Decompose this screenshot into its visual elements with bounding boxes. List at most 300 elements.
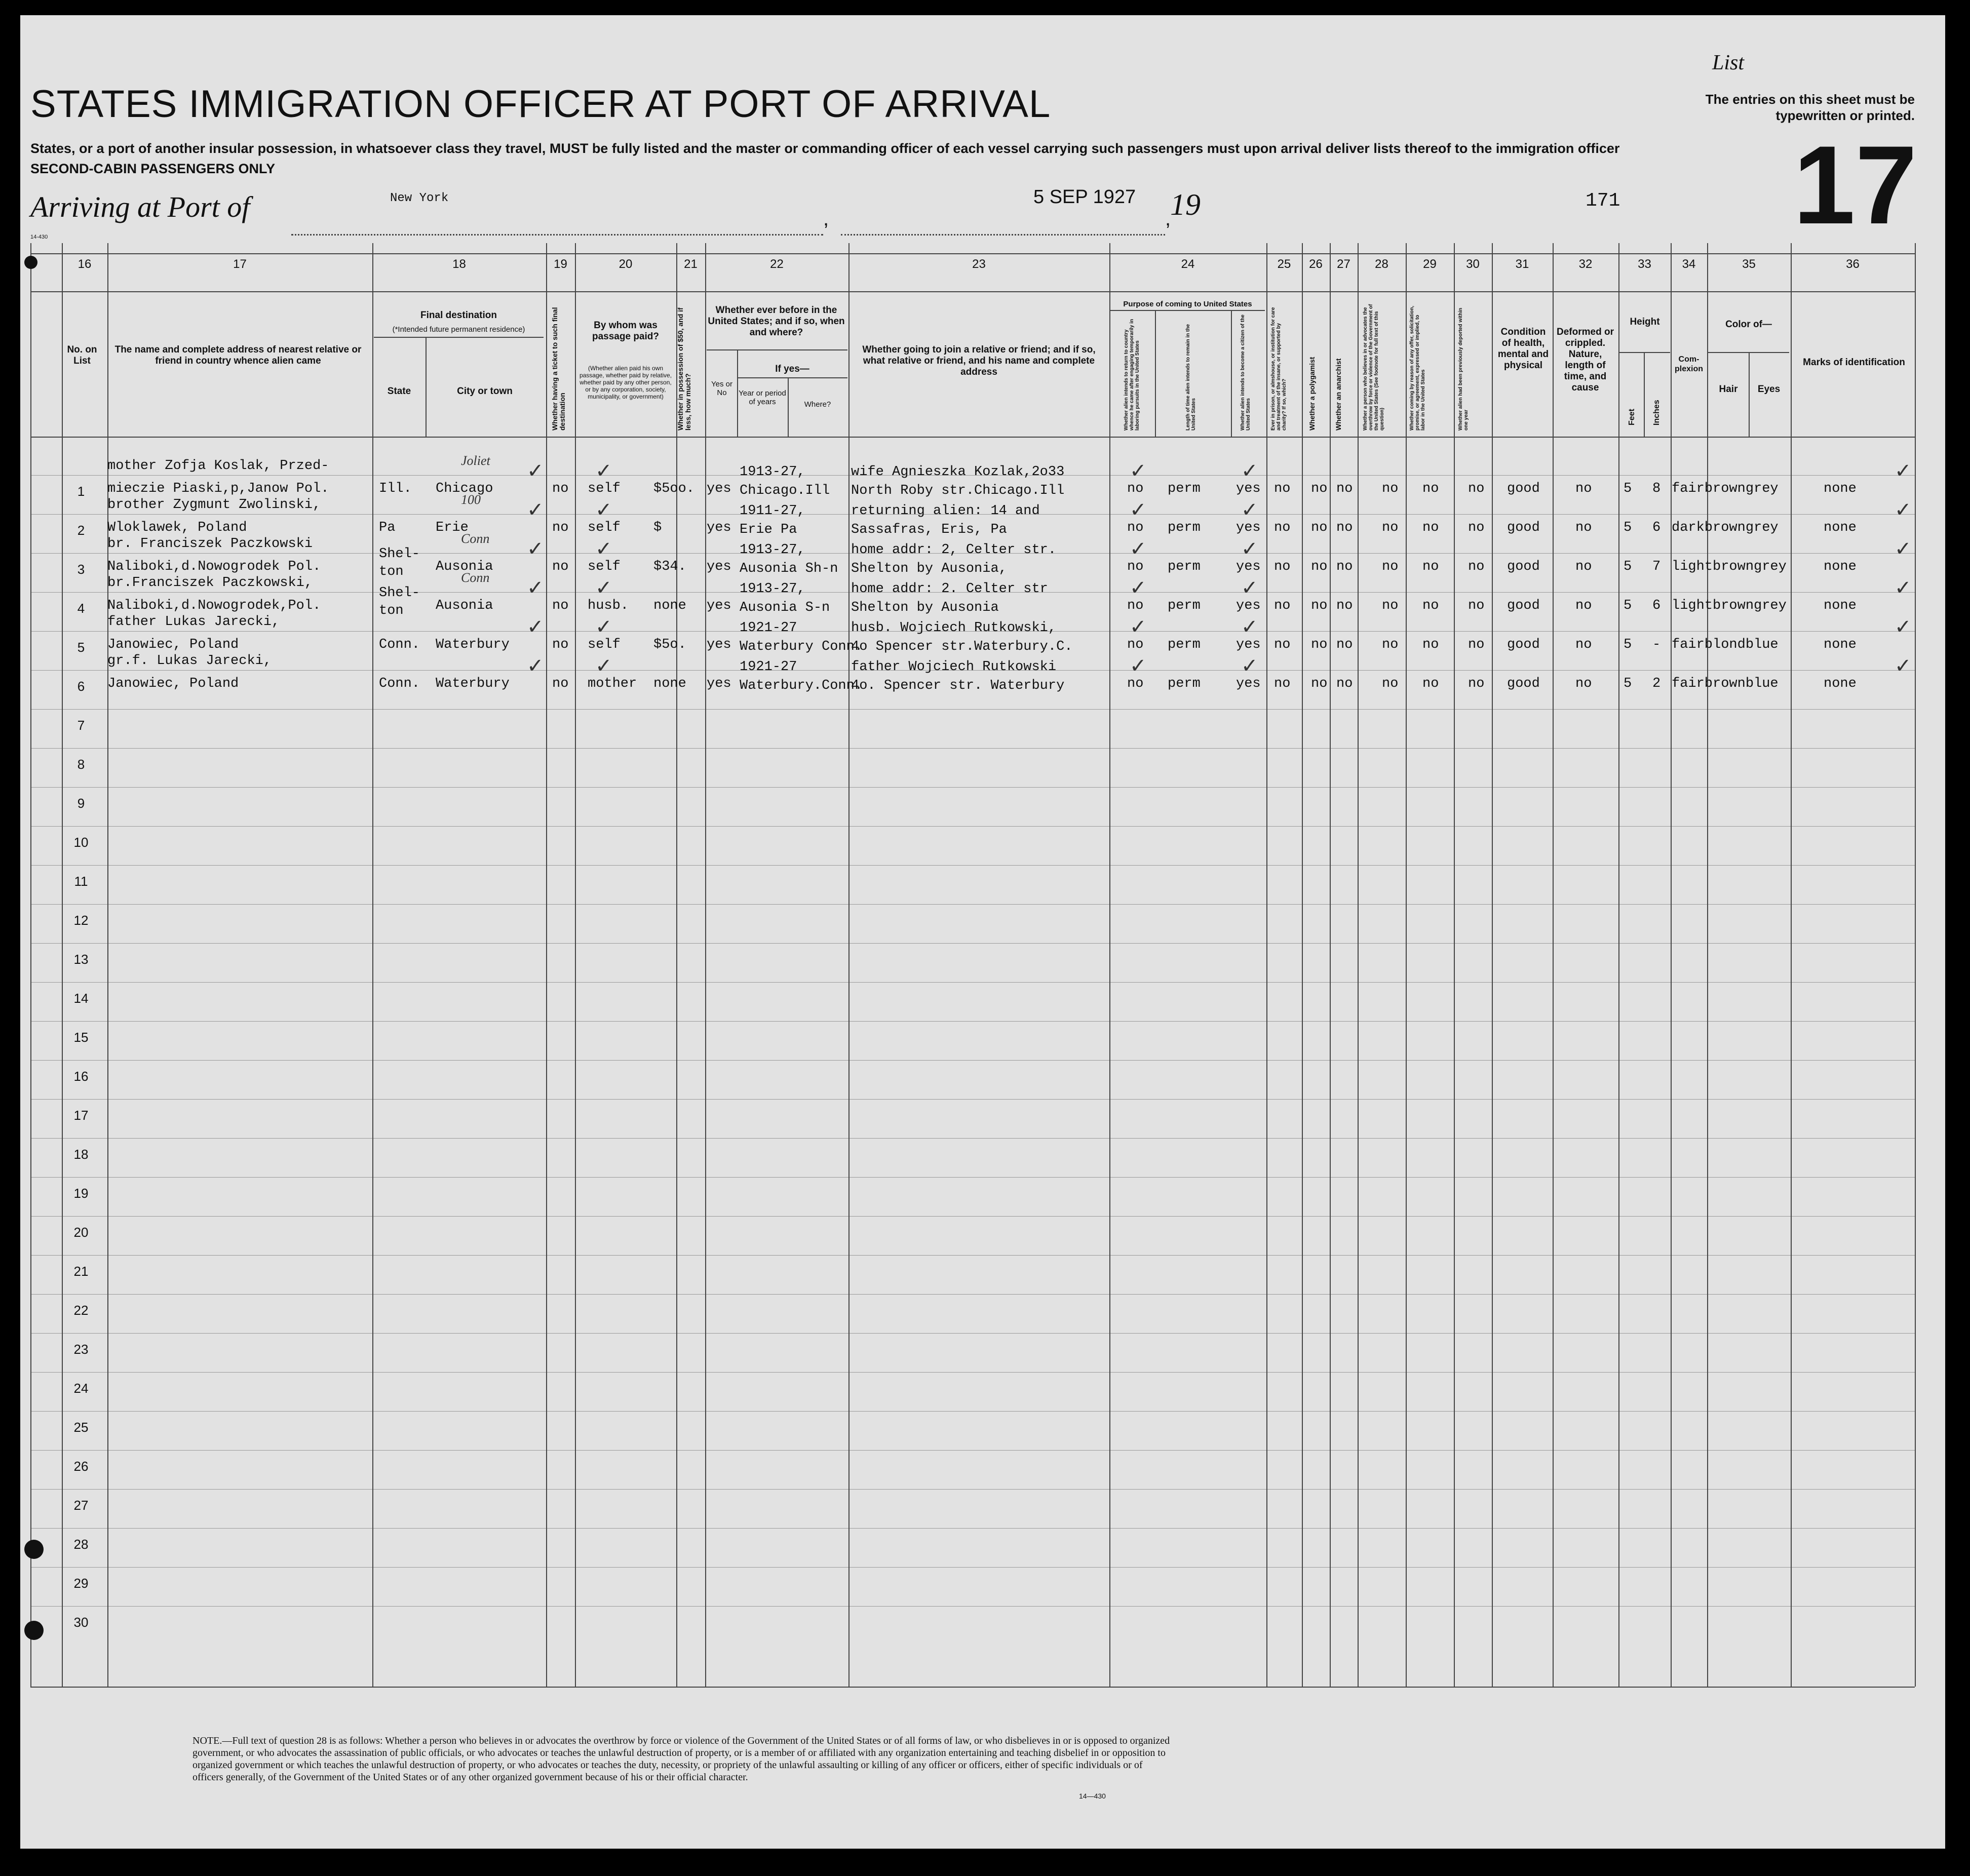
row-number: 4 — [77, 601, 85, 616]
row-line — [30, 904, 1915, 905]
check-mark: ✓ — [595, 459, 612, 483]
relative-line-2: mieczie Piaski,p,Janow Pol. — [107, 481, 329, 496]
money-value: $5o. — [653, 637, 686, 652]
header-height: Height — [1630, 317, 1660, 327]
q30-value: no — [1468, 520, 1485, 535]
column-number: 21 — [684, 257, 698, 271]
sheet-number: 17 — [1793, 123, 1917, 247]
check-mark: ✓ — [1130, 615, 1147, 639]
passage-value: husb. — [588, 598, 629, 613]
column-line — [1266, 243, 1267, 1687]
state-value-2: ton — [379, 564, 404, 579]
check-mark: ✓ — [527, 654, 544, 678]
money-value: $5oo. — [653, 481, 695, 496]
complexion-hair-eyes: fairbrownblue — [1672, 676, 1779, 691]
polygamist-value: no — [1311, 598, 1328, 613]
money-value: $34. — [653, 559, 686, 574]
column-line — [1454, 243, 1455, 1687]
check-mark: ✓ — [595, 537, 612, 561]
height-feet: 5 — [1624, 559, 1632, 574]
class-line: SECOND-CABIN PASSENGERS ONLY — [30, 161, 276, 176]
handwritten-note: Joliet — [461, 453, 490, 468]
q29-value: no — [1422, 598, 1439, 613]
ticket-value: no — [552, 520, 569, 535]
before-years: 1921-27 — [740, 659, 797, 675]
polygamist-value: no — [1311, 637, 1328, 652]
column-number: 26 — [1309, 257, 1323, 271]
ticket-value: no — [552, 637, 569, 652]
polygamist-value: no — [1311, 559, 1328, 574]
check-mark: ✓ — [1895, 654, 1912, 678]
before-yes-no: yes — [707, 637, 731, 652]
row-line — [30, 709, 1915, 710]
city-value: Erie — [436, 520, 469, 535]
column-line — [1109, 243, 1110, 1687]
row-line — [30, 982, 1915, 983]
complexion-hair-eyes: darkbrowngrey — [1672, 520, 1779, 535]
prison-value: no — [1274, 520, 1291, 535]
relative-line-2: Naliboki,d.Nowogrodek,Pol. — [107, 598, 321, 613]
ticket-value: no — [552, 676, 569, 691]
city-value: Waterbury — [436, 676, 510, 691]
row-line — [30, 1450, 1915, 1451]
row-line — [30, 1567, 1915, 1568]
money-value: none — [653, 598, 686, 613]
joining-line-1: father Wojciech Rutkowski — [851, 659, 1057, 675]
column-number: 25 — [1277, 257, 1291, 271]
column-line — [1707, 243, 1708, 1687]
list-page-number: 171 — [1586, 190, 1620, 212]
header-if-yes: If yes— — [775, 364, 809, 374]
marks-value: none — [1824, 637, 1857, 652]
row-line — [30, 1606, 1915, 1607]
header-ticket: Whether having a ticket to such final destination — [551, 307, 566, 431]
deformed-value: no — [1575, 520, 1592, 535]
city-value: Ausonia — [436, 598, 493, 613]
q28-value: no — [1382, 676, 1399, 691]
health-value: good — [1507, 520, 1540, 535]
grid-line — [30, 1687, 1915, 1688]
relative-line-1: father Lukas Jarecki, — [107, 614, 280, 630]
purpose-length: perm — [1168, 520, 1201, 535]
state-value: Shel- — [379, 546, 420, 562]
purpose-length: perm — [1168, 676, 1201, 691]
prison-value: no — [1274, 481, 1291, 496]
check-mark: ✓ — [1241, 537, 1258, 561]
joining-line-1: wife Agnieszka Kozlak,2o33 — [851, 464, 1065, 480]
anarchist-value: no — [1336, 598, 1353, 613]
check-mark: ✓ — [1895, 537, 1912, 561]
health-value: good — [1507, 559, 1540, 574]
row-line — [30, 787, 1915, 788]
joining-line-2: Sassafras, Eris, Pa — [851, 522, 1007, 537]
check-mark: ✓ — [1130, 576, 1147, 600]
check-mark: ✓ — [1895, 615, 1912, 639]
column-line — [1330, 243, 1331, 1687]
row-line — [30, 1060, 1915, 1061]
anarchist-value: no — [1336, 676, 1353, 691]
punch-hole — [24, 1621, 44, 1640]
column-number: 18 — [452, 257, 466, 271]
q29-value: no — [1422, 481, 1439, 496]
port-dotted-line — [291, 234, 823, 236]
row-number: 22 — [73, 1303, 89, 1318]
handwritten-note: Conn — [461, 570, 490, 585]
header-inches: Inches — [1652, 400, 1661, 425]
column-number: 17 — [233, 257, 247, 271]
anarchist-value: no — [1336, 637, 1353, 652]
row-line — [30, 1489, 1915, 1490]
header-anarchist: Whether an anarchist — [1334, 358, 1342, 431]
header-marks: Marks of identification — [1803, 357, 1905, 368]
before-years: 1913-27, — [740, 581, 805, 597]
row-number: 12 — [73, 913, 89, 928]
row-line — [30, 1099, 1915, 1100]
column-line — [1302, 243, 1303, 1687]
before-where: Waterbury Conn. — [740, 639, 863, 654]
column-number: 28 — [1375, 257, 1388, 271]
q28-value: no — [1382, 637, 1399, 652]
row-number: 23 — [73, 1342, 89, 1357]
relative-line-1: br.Franciszek Paczkowski, — [107, 575, 313, 591]
header-prison: Ever in prison, or almshouse, or institution for care and treatment of the insane, or supported by charity? If so, which? — [1270, 307, 1287, 431]
complexion-hair-eyes: fairbrowngrey — [1672, 481, 1779, 496]
purpose-return: no — [1127, 637, 1144, 652]
row-number: 20 — [73, 1225, 89, 1240]
marks-value: none — [1824, 520, 1857, 535]
complexion-hair-eyes: lightbrowngrey — [1672, 598, 1787, 613]
header-where: Where? — [804, 400, 831, 409]
passage-value: mother — [588, 676, 637, 691]
column-number: 36 — [1846, 257, 1860, 271]
purpose-citizen: yes — [1236, 676, 1261, 691]
row-number: 2 — [77, 523, 85, 538]
before-yes-no: yes — [707, 676, 731, 691]
polygamist-value: no — [1311, 676, 1328, 691]
complexion-hair-eyes: fairblondblue — [1672, 637, 1779, 652]
height-feet: 5 — [1624, 637, 1632, 652]
header-hair: Hair — [1719, 384, 1738, 395]
header-no-on-list: No. on List — [67, 344, 97, 366]
before-where: Waterbury.Conn. — [740, 678, 863, 693]
check-mark: ✓ — [1241, 576, 1258, 600]
header-state: State — [387, 386, 411, 397]
prison-value: no — [1274, 637, 1291, 652]
header-purpose-c: Whether alien intends to become a citizen of the United States — [1240, 315, 1251, 431]
joining-line-1: home addr: 2. Celter str — [851, 581, 1048, 597]
column-number: 33 — [1638, 257, 1651, 271]
q28-value: no — [1382, 559, 1399, 574]
purpose-return: no — [1127, 481, 1144, 496]
check-mark: ✓ — [527, 537, 544, 561]
height-feet: 5 — [1624, 598, 1632, 613]
purpose-length: perm — [1168, 637, 1201, 652]
column-number: 20 — [619, 257, 633, 271]
row-number: 6 — [77, 679, 85, 694]
row-number: 29 — [73, 1576, 89, 1591]
row-line — [30, 1372, 1915, 1373]
city-value: Ausonia — [436, 559, 493, 574]
health-value: good — [1507, 481, 1540, 496]
date-dotted-line — [841, 234, 1165, 236]
row-number: 28 — [73, 1537, 89, 1552]
column-line — [575, 243, 576, 1687]
entries-note: The entries on this sheet must be typewritten or printed. — [1705, 92, 1915, 123]
check-mark: ✓ — [1895, 498, 1912, 522]
check-mark: ✓ — [595, 576, 612, 600]
column-number: 31 — [1515, 257, 1529, 271]
purpose-length: perm — [1168, 481, 1201, 496]
relative-line-2: Janowiec, Poland — [107, 676, 239, 691]
before-years: 1913-27, — [740, 542, 805, 558]
header-passage-sub: (Whether alien paid his own passage, whether paid by relative, whether paid by any other person, or by any corporation, society, municipality, or government) — [579, 365, 672, 400]
row-number: 27 — [73, 1498, 89, 1513]
q30-value: no — [1468, 481, 1485, 496]
height-inches: 7 — [1652, 559, 1661, 574]
state-value: Ill. — [379, 481, 412, 496]
health-value: good — [1507, 637, 1540, 652]
column-line — [1406, 243, 1407, 1687]
column-line — [546, 243, 547, 1687]
grid-line — [30, 291, 1915, 292]
purpose-citizen: yes — [1236, 559, 1261, 574]
marks-value: none — [1824, 559, 1857, 574]
column-number: 32 — [1578, 257, 1593, 271]
header-final-destination-sub: (*Intended future permanent residence) — [392, 325, 525, 334]
joining-line-2: 4o. Spencer str. Waterbury — [851, 678, 1065, 693]
column-number: 23 — [972, 257, 986, 271]
q29-value: no — [1422, 520, 1439, 535]
row-line — [30, 1294, 1915, 1295]
column-line — [1791, 243, 1792, 1687]
purpose-length: perm — [1168, 559, 1201, 574]
port-value: New York — [390, 191, 449, 205]
column-number: 34 — [1682, 257, 1696, 271]
row-line — [30, 1255, 1915, 1256]
state-value: Conn. — [379, 676, 420, 691]
relative-line-1: brother Zygmunt Zwolinski, — [107, 497, 321, 513]
row-number: 11 — [74, 874, 88, 889]
row-line — [30, 1528, 1915, 1529]
height-inches: 6 — [1652, 520, 1661, 535]
anarchist-value: no — [1336, 481, 1353, 496]
row-line — [30, 1021, 1915, 1022]
column-line — [1492, 243, 1493, 1687]
column-line — [705, 243, 706, 1687]
row-number: 9 — [77, 796, 85, 811]
column-line — [1618, 243, 1619, 1687]
check-mark: ✓ — [1241, 615, 1258, 639]
check-mark: ✓ — [1895, 459, 1912, 483]
header-relative: The name and complete address of nearest relative or friend in country whence alien came — [114, 344, 362, 366]
row-number: 21 — [73, 1264, 89, 1279]
before-where: Ausonia Sh-n — [740, 561, 838, 576]
relative-line-1: gr.f. Lukas Jarecki, — [107, 653, 272, 669]
column-line — [848, 243, 849, 1687]
handwritten-note: Conn — [461, 531, 490, 546]
row-number: 26 — [73, 1459, 89, 1474]
complexion-hair-eyes: lightbrowngrey — [1672, 559, 1787, 574]
before-years: 1911-27, — [740, 503, 805, 519]
deformed-value: no — [1575, 676, 1592, 691]
arriving-label: Arriving at Port of — [30, 190, 250, 223]
anarchist-value: no — [1336, 520, 1353, 535]
height-feet: 5 — [1624, 520, 1632, 535]
joining-line-2: Shelton by Ausonia, — [851, 561, 1007, 576]
purpose-return: no — [1127, 676, 1144, 691]
row-number: 10 — [73, 835, 89, 850]
relative-line-2: Wloklawek, Poland — [107, 520, 247, 535]
header-purpose-a: Whether alien intends to return to country whence he came after engaging temporarily in laboring pursuits in the United States — [1124, 319, 1140, 431]
column-line — [1553, 243, 1554, 1687]
row-number: 24 — [73, 1381, 89, 1396]
header-passage: By whom was passage paid? — [592, 320, 659, 342]
before-years: 1913-27, — [740, 464, 805, 480]
header-purpose-b: Length of time alien intends to remain in the United States — [1185, 324, 1196, 431]
polygamist-value: no — [1311, 481, 1328, 496]
column-line — [30, 243, 31, 1687]
header-q30: Whether alien had been previously deported within one year — [1458, 307, 1469, 431]
check-mark: ✓ — [1241, 459, 1258, 483]
row-number: 15 — [73, 1030, 89, 1045]
row-line — [30, 943, 1915, 944]
joining-line-2: 4o Spencer str.Waterbury.C. — [851, 639, 1073, 654]
row-number: 17 — [73, 1108, 89, 1123]
q28-value: no — [1382, 598, 1399, 613]
header-polygamist: Whether a polygamist — [1308, 357, 1316, 431]
height-inches: 8 — [1652, 481, 1661, 496]
header-complexion: Com-plexion — [1674, 355, 1703, 373]
height-feet: 5 — [1624, 481, 1632, 496]
check-mark: ✓ — [1241, 498, 1258, 522]
preamble-text: States, or a port of another insular possession, in whatsoever class they travel, MUST be fully listed and the master or commanding officer of each vessel carrying such passengers must upon arrival deliver lists thereof to the immigration officer — [30, 141, 1620, 156]
q29-value: no — [1422, 676, 1439, 691]
footnote: NOTE.—Full text of question 28 is as follows: Whether a person who believes in or advocates the overthrow by force or violence of the Government of the United States or of all forms of law, or who disbelieves in or is opposed to organized government, or who advocates the assassination of public officials, or who advocates or teaches the unlawful destruction of property, or is a member of or affiliated with any organization entertaining and teaching disbelief in or opposition to organized government or which teaches the unlawful destruction of property, or who advocates or teaches the duty, necessity, or propriety of the unlawful assaulting or killing of any officer or officers, either of specific individuals or of officers generally, of the Government of the United States or of any other organized government because of his or their official character. — [192, 1735, 1170, 1783]
column-line — [1358, 243, 1359, 1687]
header-year-period: Year or period of years — [739, 389, 786, 406]
header-joining: Whether going to join a relative or friend; and if so, what relative or friend, and his name and complete address — [862, 344, 1096, 377]
relative-line-1: br. Franciszek Paczkowski — [107, 536, 313, 552]
state-value-2: ton — [379, 603, 404, 618]
purpose-citizen: yes — [1236, 598, 1261, 613]
q28-value: no — [1382, 520, 1399, 535]
deformed-value: no — [1575, 637, 1592, 652]
row-line — [30, 748, 1915, 749]
row-number: 16 — [73, 1069, 89, 1084]
column-number: 19 — [554, 257, 567, 271]
state-value: Shel- — [379, 585, 420, 601]
check-mark: ✓ — [595, 498, 612, 522]
header-q29: Whether coming by reason of any offer, solicitation, promise, or agreement, expressed or implied, to labor in the United States — [1409, 305, 1426, 431]
date-stamp: 5 SEP 1927 — [1033, 186, 1136, 208]
check-mark: ✓ — [527, 576, 544, 600]
height-inches: 2 — [1652, 676, 1661, 691]
health-value: good — [1507, 676, 1540, 691]
row-number: 25 — [73, 1420, 89, 1435]
header-q28: Whether a person who believes in or advocates the overthrow by force or violence of the Government of the United States (See footnote for full text of this question) — [1363, 304, 1385, 431]
row-number: 5 — [77, 640, 85, 655]
anarchist-value: no — [1336, 559, 1353, 574]
health-value: good — [1507, 598, 1540, 613]
check-mark: ✓ — [1130, 537, 1147, 561]
row-line — [30, 1411, 1915, 1412]
header-health: Condition of health, mental and physical — [1497, 327, 1549, 371]
check-mark: ✓ — [1241, 654, 1258, 678]
joining-line-2: North Roby str.Chicago.Ill — [851, 483, 1065, 498]
column-line — [1915, 243, 1916, 1687]
year-prefix: 19 — [1170, 188, 1201, 221]
city-value: Chicago — [436, 481, 493, 496]
marks-value: none — [1824, 598, 1857, 613]
row-line — [30, 1333, 1915, 1334]
purpose-length: perm — [1168, 598, 1201, 613]
relative-line-2: Naliboki,d.Nowogrodek Pol. — [107, 559, 321, 574]
column-number: 24 — [1181, 257, 1195, 271]
row-number: 1 — [77, 484, 85, 499]
row-number: 30 — [73, 1615, 89, 1630]
header-before: Whether ever before in the United States; and if so, when and where? — [708, 305, 845, 338]
row-number: 13 — [73, 952, 89, 967]
joining-line-2: Shelton by Ausonia — [851, 600, 999, 615]
city-value: Waterbury — [436, 637, 510, 652]
row-number: 3 — [77, 562, 85, 577]
ticket-value: no — [552, 598, 569, 613]
ticket-value: no — [552, 559, 569, 574]
grid-line — [30, 437, 1915, 438]
header-city: City or town — [457, 386, 513, 397]
check-mark: ✓ — [1130, 498, 1147, 522]
header-purpose: Purpose of coming to United States — [1123, 300, 1252, 308]
height-feet: 5 — [1624, 676, 1632, 691]
purpose-citizen: yes — [1236, 481, 1261, 496]
polygamist-value: no — [1311, 520, 1328, 535]
prison-value: no — [1274, 559, 1291, 574]
deformed-value: no — [1575, 598, 1592, 613]
passage-value: self — [588, 520, 621, 535]
punch-hole — [24, 1540, 44, 1559]
corner-note: 14-430 — [30, 234, 48, 240]
punch-hole — [24, 256, 37, 269]
column-number: 16 — [78, 257, 92, 271]
check-mark: ✓ — [595, 654, 612, 678]
deformed-value: no — [1575, 481, 1592, 496]
grid-line — [30, 253, 1915, 254]
check-mark: ✓ — [1130, 654, 1147, 678]
passage-value: self — [588, 637, 621, 652]
joining-line-1: husb. Wojciech Rutkowski, — [851, 620, 1057, 636]
check-mark: ✓ — [1895, 576, 1912, 600]
handwritten-note: 100 — [461, 492, 481, 507]
check-mark: ✓ — [595, 615, 612, 639]
deformed-value: no — [1575, 559, 1592, 574]
purpose-citizen: yes — [1236, 520, 1261, 535]
relative-line-2: Janowiec, Poland — [107, 637, 239, 652]
before-where: Chicago.Ill — [740, 483, 830, 498]
joining-line-1: home addr: 2, Celter str. — [851, 542, 1057, 558]
purpose-return: no — [1127, 598, 1144, 613]
page-title: STATES IMMIGRATION OFFICER AT PORT OF ARRIVAL — [30, 83, 1051, 126]
q30-value: no — [1468, 559, 1485, 574]
passage-value: self — [588, 481, 621, 496]
list-label: List — [1712, 51, 1745, 74]
height-inches: 6 — [1652, 598, 1661, 613]
row-line — [30, 865, 1915, 866]
money-value: none — [653, 676, 686, 691]
column-number: 22 — [770, 257, 784, 271]
row-line — [30, 1216, 1915, 1217]
before-yes-no: yes — [707, 598, 731, 613]
header-deformed: Deformed or crippled. Nature, length of time, and cause — [1557, 327, 1614, 393]
